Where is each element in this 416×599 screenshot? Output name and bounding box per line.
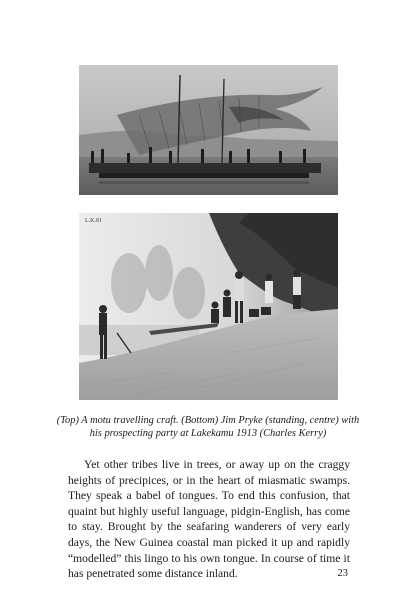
motu-canoe-photo [79,65,338,195]
photo-caption: (Top) A motu travelling craft. (Bottom) Jim Pryke (standing, centre) with his prospecting party at Lakekamu 1913 (Charles Kerry) [56,415,360,439]
motu-canoe-image [79,65,338,195]
body-text [68,457,350,582]
page-number: 23 [337,568,348,579]
photo-corner-mark: L.K.81 [85,218,102,224]
prospecting-party-image [79,213,338,400]
prospecting-party-photo [79,213,338,400]
body-paragraph: Yet other tribes live in trees, or away up on the craggy heights of precipices, or in the heart of miasmatic swamps. They speak a babel of tongues. To end this confusion, that quaint but highly useful language, pidgin-English, has come to stay. Brought by the seafaring wanderers of very early days, the New Guinea coastal man picked it up and rapidly “modelled” this lingo to his own tongue. In course of time it has penetrated some distance inland. [68,458,350,581]
